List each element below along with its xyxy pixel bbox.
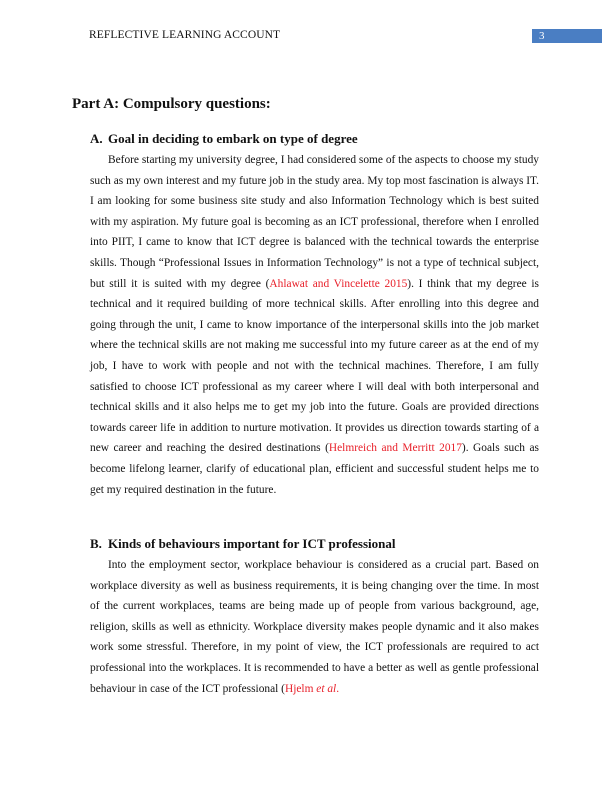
section-letter: B. [90, 536, 102, 551]
section-heading-text: Kinds of behaviours important for ICT professional [108, 536, 396, 551]
paragraph-text: Before starting my university degree, I had considered some of the aspects to choose my study such as my own interest and my future job in the study area. My top most fascination is always IT. I am looking for some business site study and also Information Technology which is best suited with my aspiration. My future goal is becoming as an ICT professional, therefore when I enrolled into PIIT, I came to know that ICT degree is balanced with the technical towards the enterprise skills. Though “Professional Issues in Information Technology” is not a type of technical subject, but still it is suited with my degree ( [90, 154, 539, 290]
citation-end: . [336, 682, 340, 695]
header-title: REFLECTIVE LEARNING ACCOUNT [89, 29, 281, 41]
citation-author: Hjelm [284, 682, 317, 695]
citation-link[interactable] [285, 683, 339, 695]
section-a [90, 130, 539, 500]
citation-link[interactable]: Ahlawat and Vincelette 2015 [269, 277, 408, 290]
paragraph-text: Into the employment sector, workplace behaviour is considered as a crucial part. Based on workplace diversity as well as business requirements, it is being changing over the time. In most of the current workplaces, teams are being made up of people from various background, age, religion, skills as well as ethnicity. Workplace diversity makes people dynamic and it also makes work some stressful. Therefore, in my point of view, the ICT professionals are required to act professional into the workplaces. It is recommended to have a better as well as gentle professional behaviour in case of the ICT professional ( [90, 559, 539, 695]
paragraph-text: ). I think that my degree is technical and it required building of more technical skills. After enrolling into this degree and going through the unit, I came to know importance of the interpersonal skills into the job market where the technical skills are not making me successful into my future career as at the end of my job, I have to work with people and not with the technical machines. Therefore, I am fully satisfied to choose ICT professional as my career where I will deal with both interpersonal and technical skills and it also helps me to get my job into the future. Goals are provided directions towards career life in addition to nurture motivation. It provides us direction towards starting of a new career and reaching the desired destinations ( [90, 277, 539, 455]
section-heading [90, 535, 539, 553]
page-number-badge [532, 29, 602, 43]
citation-etal: et al [316, 682, 337, 695]
part-title: Part A: Compulsory questions: [72, 96, 271, 112]
section-paragraph [90, 555, 539, 699]
paragraph-text: ). Goals such as become lifelong learner, clarify of educational plan, efficient and successful student helps me to get my required destination in the future. [90, 442, 539, 496]
section-letter: A. [90, 131, 103, 146]
page-number: 3 [539, 30, 545, 42]
citation-link[interactable]: Helmreich and Merritt 2017 [328, 442, 462, 455]
section-paragraph [90, 150, 539, 500]
section-heading-text: Goal in deciding to embark on type of degree [108, 131, 358, 146]
section-heading [90, 130, 539, 148]
section-b [90, 535, 539, 699]
